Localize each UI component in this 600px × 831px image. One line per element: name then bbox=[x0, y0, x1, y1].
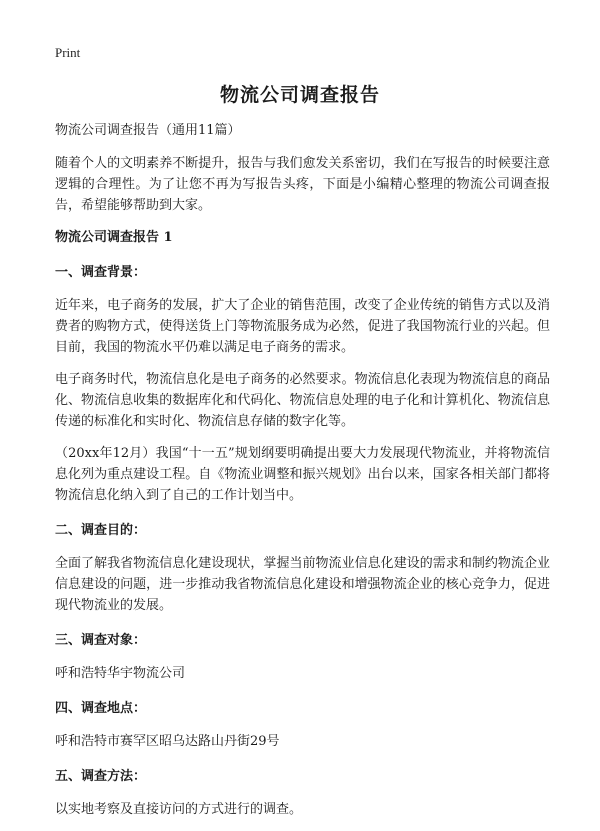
document-body bbox=[55, 120, 550, 831]
section-heading-location: 四、调查地点： bbox=[55, 701, 147, 716]
background-paragraph-3: （20xx年12月）我国“十一五”规划纲要明确提出要大力发展现代物流业，并将物流信息化列为重点建设工程。自《物流业调整和振兴规划》出台以来，国家各相关部门都将物流信息化纳入到了自己的工作计划当中。 bbox=[55, 446, 550, 503]
purpose-paragraph: 全面了解我省物流信息化建设现状，掌握当前物流业信息化建设的需求和制约物流企业信息建设的问题，进一步推动我省物流信息化建设和增强物流企业的核心竞争力，促进现代物流业的发展。 bbox=[55, 556, 550, 613]
section-heading-target: 三、调查对象： bbox=[55, 633, 147, 648]
location-paragraph: 呼和浩特市赛罕区昭乌达路山丹街29号 bbox=[55, 734, 280, 749]
target-paragraph: 呼和浩特华宇物流公司 bbox=[55, 666, 186, 681]
section-heading-purpose: 二、调查目的： bbox=[55, 523, 147, 538]
section-heading-background: 一、调查背景： bbox=[55, 265, 147, 280]
background-paragraph-1: 近年来，电子商务的发展，扩大了企业的销售范围，改变了企业传统的销售方式以及消费者的购物方式，使得送货上门等物流服务成为必然，促进了我国物流行业的兴起。但目前，我国的物流水平仍难以满足电子商务的需求。 bbox=[55, 298, 550, 355]
intro-paragraph: 随着个人的文明素养不断提升，报告与我们愈发关系密切，我们在写报告的时候要注意逻辑的合理性。为了让您不再为写报告头疼，下面是小编精心整理的物流公司调查报告，希望能够帮助到大家。 bbox=[55, 156, 550, 213]
method-paragraph: 以实地考察及直接访问的方式进行的调查。 bbox=[55, 802, 303, 817]
print-link[interactable]: Print bbox=[55, 45, 81, 60]
section-heading-method: 五、调查方法： bbox=[55, 769, 147, 784]
report-heading: 物流公司调查报告 1 bbox=[55, 230, 173, 245]
document-title: 物流公司调查报告 bbox=[219, 84, 380, 106]
document-subtitle: 物流公司调查报告（通用11篇） bbox=[55, 123, 241, 138]
background-paragraph-2: 电子商务时代，物流信息化是电子商务的必然要求。物流信息化表现为物流信息的商品化、物流信息收集的数据库化和代码化、物流信息处理的电子化和计算机化、物流信息传递的标准化和实时化、物流信息存储的数字化等。 bbox=[55, 372, 550, 429]
